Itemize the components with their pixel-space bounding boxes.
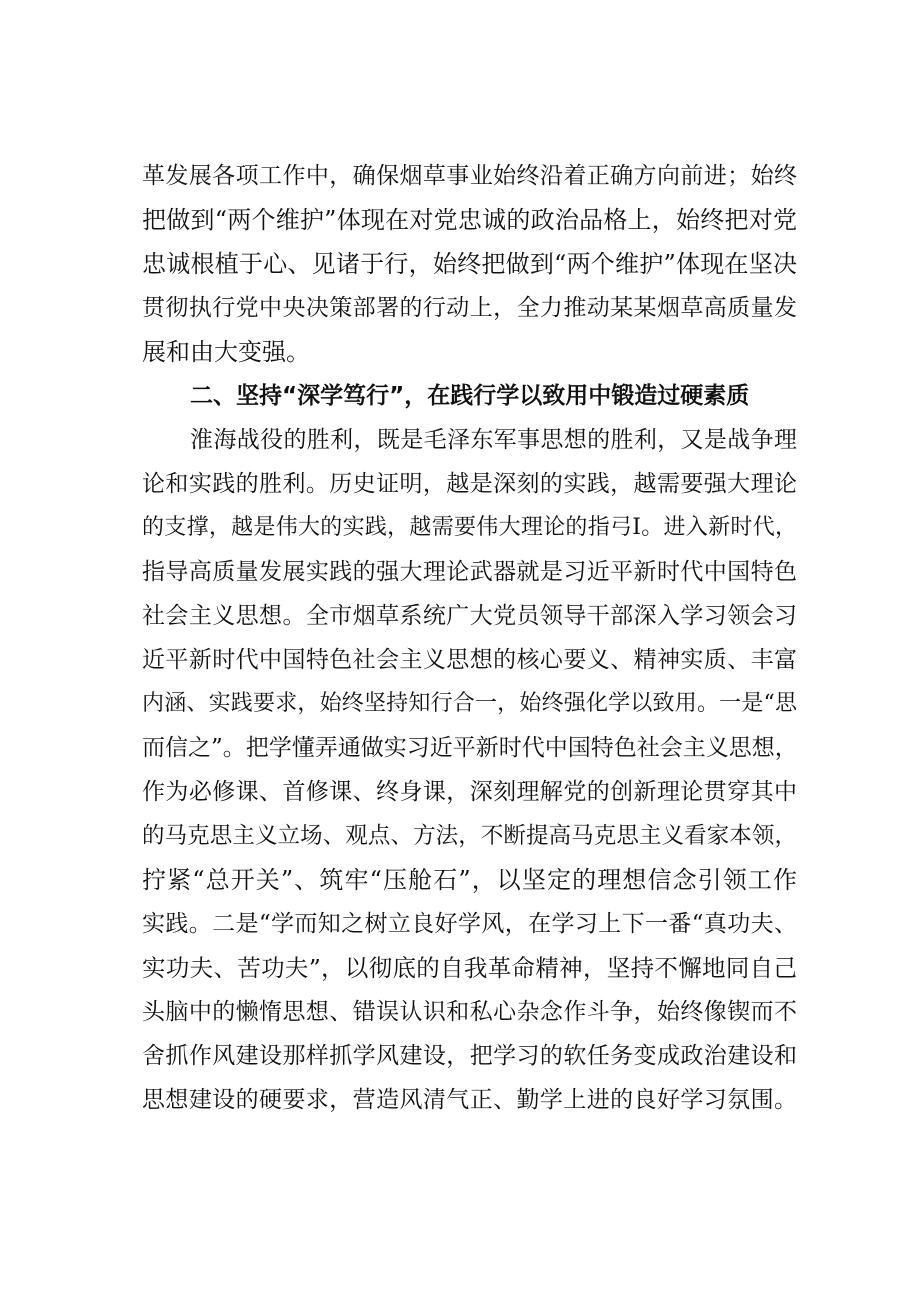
paragraph-2-line-7: 内涵、实践要求，始终坚持知行合一，始终强化学以致用。一是“思 — [142, 691, 797, 716]
paragraph-1-line-4: 贯彻执行党中央决策部署的行动上，全力推动某某烟草高质量发 — [142, 295, 797, 321]
paragraph-2-line-10: 的马克思主义立场、观点、方法，不断提高马克思主义看家本领， — [142, 823, 797, 849]
paragraph-2-line-6: 近平新时代中国特色社会主义思想的核心要义、精神实质、丰富 — [142, 647, 797, 673]
paragraph-2-line-5: 社会主义思想。全市烟草系统广大党员领导干部深入学习领会习 — [142, 603, 797, 629]
paragraph-2-line-12: 实践。二是“学而知之树立良好学风，在学习上下一番“真功夫、 — [142, 911, 797, 937]
paragraph-2-line-8: 而信之”。把学懂弄通做实习近平新时代中国特色社会主义思想， — [142, 735, 798, 761]
paragraph-2-line-2: 论和实践的胜利。历史证明，越是深刻的实践，越需要强大理论 — [142, 471, 797, 497]
paragraph-1-line-1: 革发展各项工作中，确保烟草事业始终沿着正确方向前进；始终 — [142, 163, 797, 189]
paragraph-2-line-11: 拧紧“总开关”、筑牢“压舱石”，以坚定的理想信念引领工作 — [142, 866, 797, 894]
paragraph-2-line-16: 思想建设的硬要求，营造风清气正、勤学上进的良好学习氛围。 — [142, 1087, 797, 1113]
section-heading: 二、坚持“深学笃行”，在践行学以致用中锻造过硬素质 — [190, 383, 750, 409]
paragraph-2-line-14: 头脑中的懒惰思想、错误认识和私心杂念作斗争，始终像锲而不 — [142, 999, 797, 1025]
paragraph-2-line-13: 实功夫、苦功夫”，以彻底的自我革命精神，坚持不懈地同自己 — [142, 954, 797, 982]
paragraph-1-line-3: 忠诚根植于心、见诸于行，始终把做到“两个维护”体现在坚决 — [142, 250, 797, 278]
paragraph-2-line-1: 淮海战役的胜利，既是毛泽东军事思想的胜利，又是战争理 — [190, 427, 797, 453]
paragraph-1-line-5: 展和由大变强。 — [142, 338, 310, 366]
paragraph-2-line-9: 作为必修课、首修课、终身课，深刻理解党的创新理论贯穿其中 — [142, 779, 797, 805]
paragraph-2-line-15: 舍抓作风建设那样抓学风建设，把学习的软任务变成政治建设和 — [142, 1043, 797, 1069]
paragraph-1-line-2: 把做到“两个维护”体现在对党忠诚的政治品格上，始终把对党 — [142, 206, 797, 234]
paragraph-2-line-4: 指导高质量发展实践的强大理论武器就是习近平新时代中国特色 — [142, 559, 797, 585]
paragraph-2-line-3: 的支撑，越是伟大的实践，越需要伟大理论的指弓I。进入新时代， — [142, 515, 797, 540]
